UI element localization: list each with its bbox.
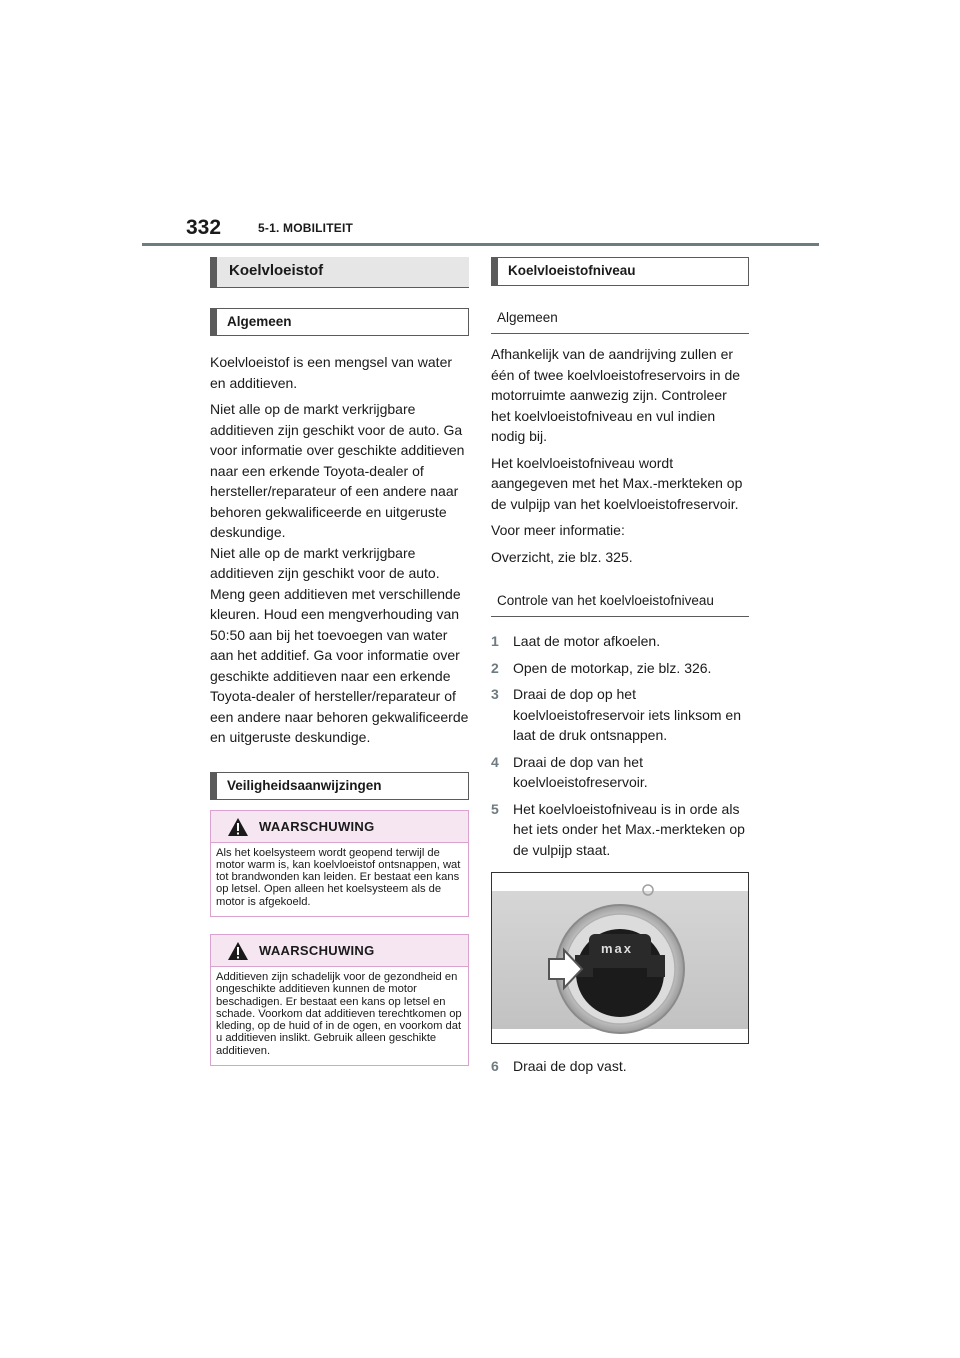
subheading-controle: [491, 583, 749, 617]
step-list: [491, 1056, 749, 1077]
step-text: Het koelvloeistofniveau is in orde als het iets onder het Max.-merkteken op de vulpijp staat.: [513, 800, 745, 858]
step-text: Draai de dop op het koelvloeistofreservoir iets linksom en laat de druk ontsnappen.: [513, 686, 741, 743]
warning-text: Als het koelsysteem wordt geopend terwijl de motor warm is, kan koelvloeistof ontsnappen, wat tot brandwonden kan leiden. Er bestaat een kans op letsel. Open alleen het koelsysteem als de motor is afgekoeld.: [216, 846, 461, 908]
subheading-text: Veiligheidsaanwijzingen: [227, 777, 382, 793]
subheading-text: Algemeen: [497, 310, 558, 325]
warning-triangle-icon: [227, 941, 249, 961]
step-item: [491, 658, 749, 679]
step-number: 2: [491, 659, 499, 676]
right-column: [491, 257, 749, 1083]
step-text: Draai de dop vast.: [513, 1058, 627, 1074]
step-text: Open de motorkap, zie blz. 326.: [513, 659, 712, 676]
paragraph: Afhankelijk van de aandrijving zullen er één of twee koelvloeistofreservoirs in de motorruimte aanwezig zijn. Controleer het koelvloeistofniveau en vul indien nodig bij.: [491, 346, 741, 444]
paragraph: Overzicht, zie blz. 325.: [491, 548, 633, 565]
section-heading-text: Koelvloeistof: [229, 262, 324, 279]
section-heading-koelvloeistofniveau: [491, 257, 749, 286]
warning-box: [210, 810, 469, 917]
paragraph: Het koelvloeistofniveau wordt aangegeven met het Max.-merkteken op de vulpijp van het koelvloeistofreservoir.: [491, 454, 743, 512]
step-item: [491, 631, 749, 652]
page-number: 332: [186, 216, 222, 239]
paragraph: Niet alle op de markt verkrijgbare additieven zijn geschikt voor de auto. Meng geen additieven met verschillende kleuren. Houd een mengverhouding van 50:50 aan bij het toevoegen van water aan het additief. Ga voor informatie over geschikte additieven naar een erkende Toyota-dealer of hersteller/reparateur of een andere naar behoren gekwalificeerde en uitgeruste deskundige.: [210, 544, 469, 745]
step-list: [491, 631, 749, 860]
step-number: 1: [491, 633, 499, 649]
subheading-algemeen: [491, 300, 749, 334]
warning-header: [211, 935, 468, 967]
section-heading-koelvloeistof: [210, 257, 469, 287]
step-item: [491, 799, 749, 861]
warning-text: Additieven zijn schadelijk voor de gezondheid en ongeschikte additieven kunnen de motor beschadigen. Er bestaat een kans op letsel en schade. Voorkom dat additieven terechtkomen op kleding, op de huid of in de ogen, en voorkom dat u additieven inslikt. Gebruik alleen geschikte additieven.: [216, 970, 462, 1057]
max-marking: max: [601, 941, 634, 956]
step-item: [491, 752, 749, 793]
subheading-text: Controle van het koelvloeistofniveau: [497, 593, 714, 608]
paragraph: Koelvloeistof is een mengsel van water en additieven.: [210, 354, 453, 391]
step-item: [491, 1056, 749, 1077]
left-column: [210, 257, 469, 1066]
warning-header: [211, 811, 468, 843]
subheading-text: Algemeen: [227, 314, 292, 329]
header-rule: [142, 243, 819, 246]
step-number: 5: [491, 800, 499, 817]
step-number: 6: [491, 1058, 499, 1074]
subheading-algemeen: [210, 308, 469, 336]
warning-triangle-icon: [227, 817, 249, 837]
step-number: 3: [491, 686, 499, 702]
step-text: Laat de motor afkoelen.: [513, 633, 661, 649]
warning-title: WAARSCHUWING: [259, 818, 375, 834]
section-heading-text: Koelvloeistofniveau: [508, 263, 636, 278]
paragraph: Voor meer informatie:: [491, 522, 625, 538]
warning-title: WAARSCHUWING: [259, 942, 375, 958]
step-text: Draai de dop van het koelvloeistofreservoir.: [513, 753, 648, 790]
coolant-cap-figure: [491, 872, 749, 1044]
step-item: [491, 684, 749, 746]
warning-box: [210, 934, 469, 1066]
paragraph: Niet alle op de markt verkrijgbare additieven zijn geschikt voor de auto. Ga voor informatie over geschikte additieven naar een erkende Toyota-dealer of hersteller/reparateur of een andere naar behoren gekwalificeerde en uitgeruste deskundige.: [210, 401, 465, 540]
step-number: 4: [491, 753, 499, 770]
subheading-veiligheidsaanwijzingen: [210, 772, 469, 800]
section-label: 5-1. MOBILITEIT: [258, 221, 354, 235]
coolant-reservoir-illustration: [492, 873, 748, 1043]
